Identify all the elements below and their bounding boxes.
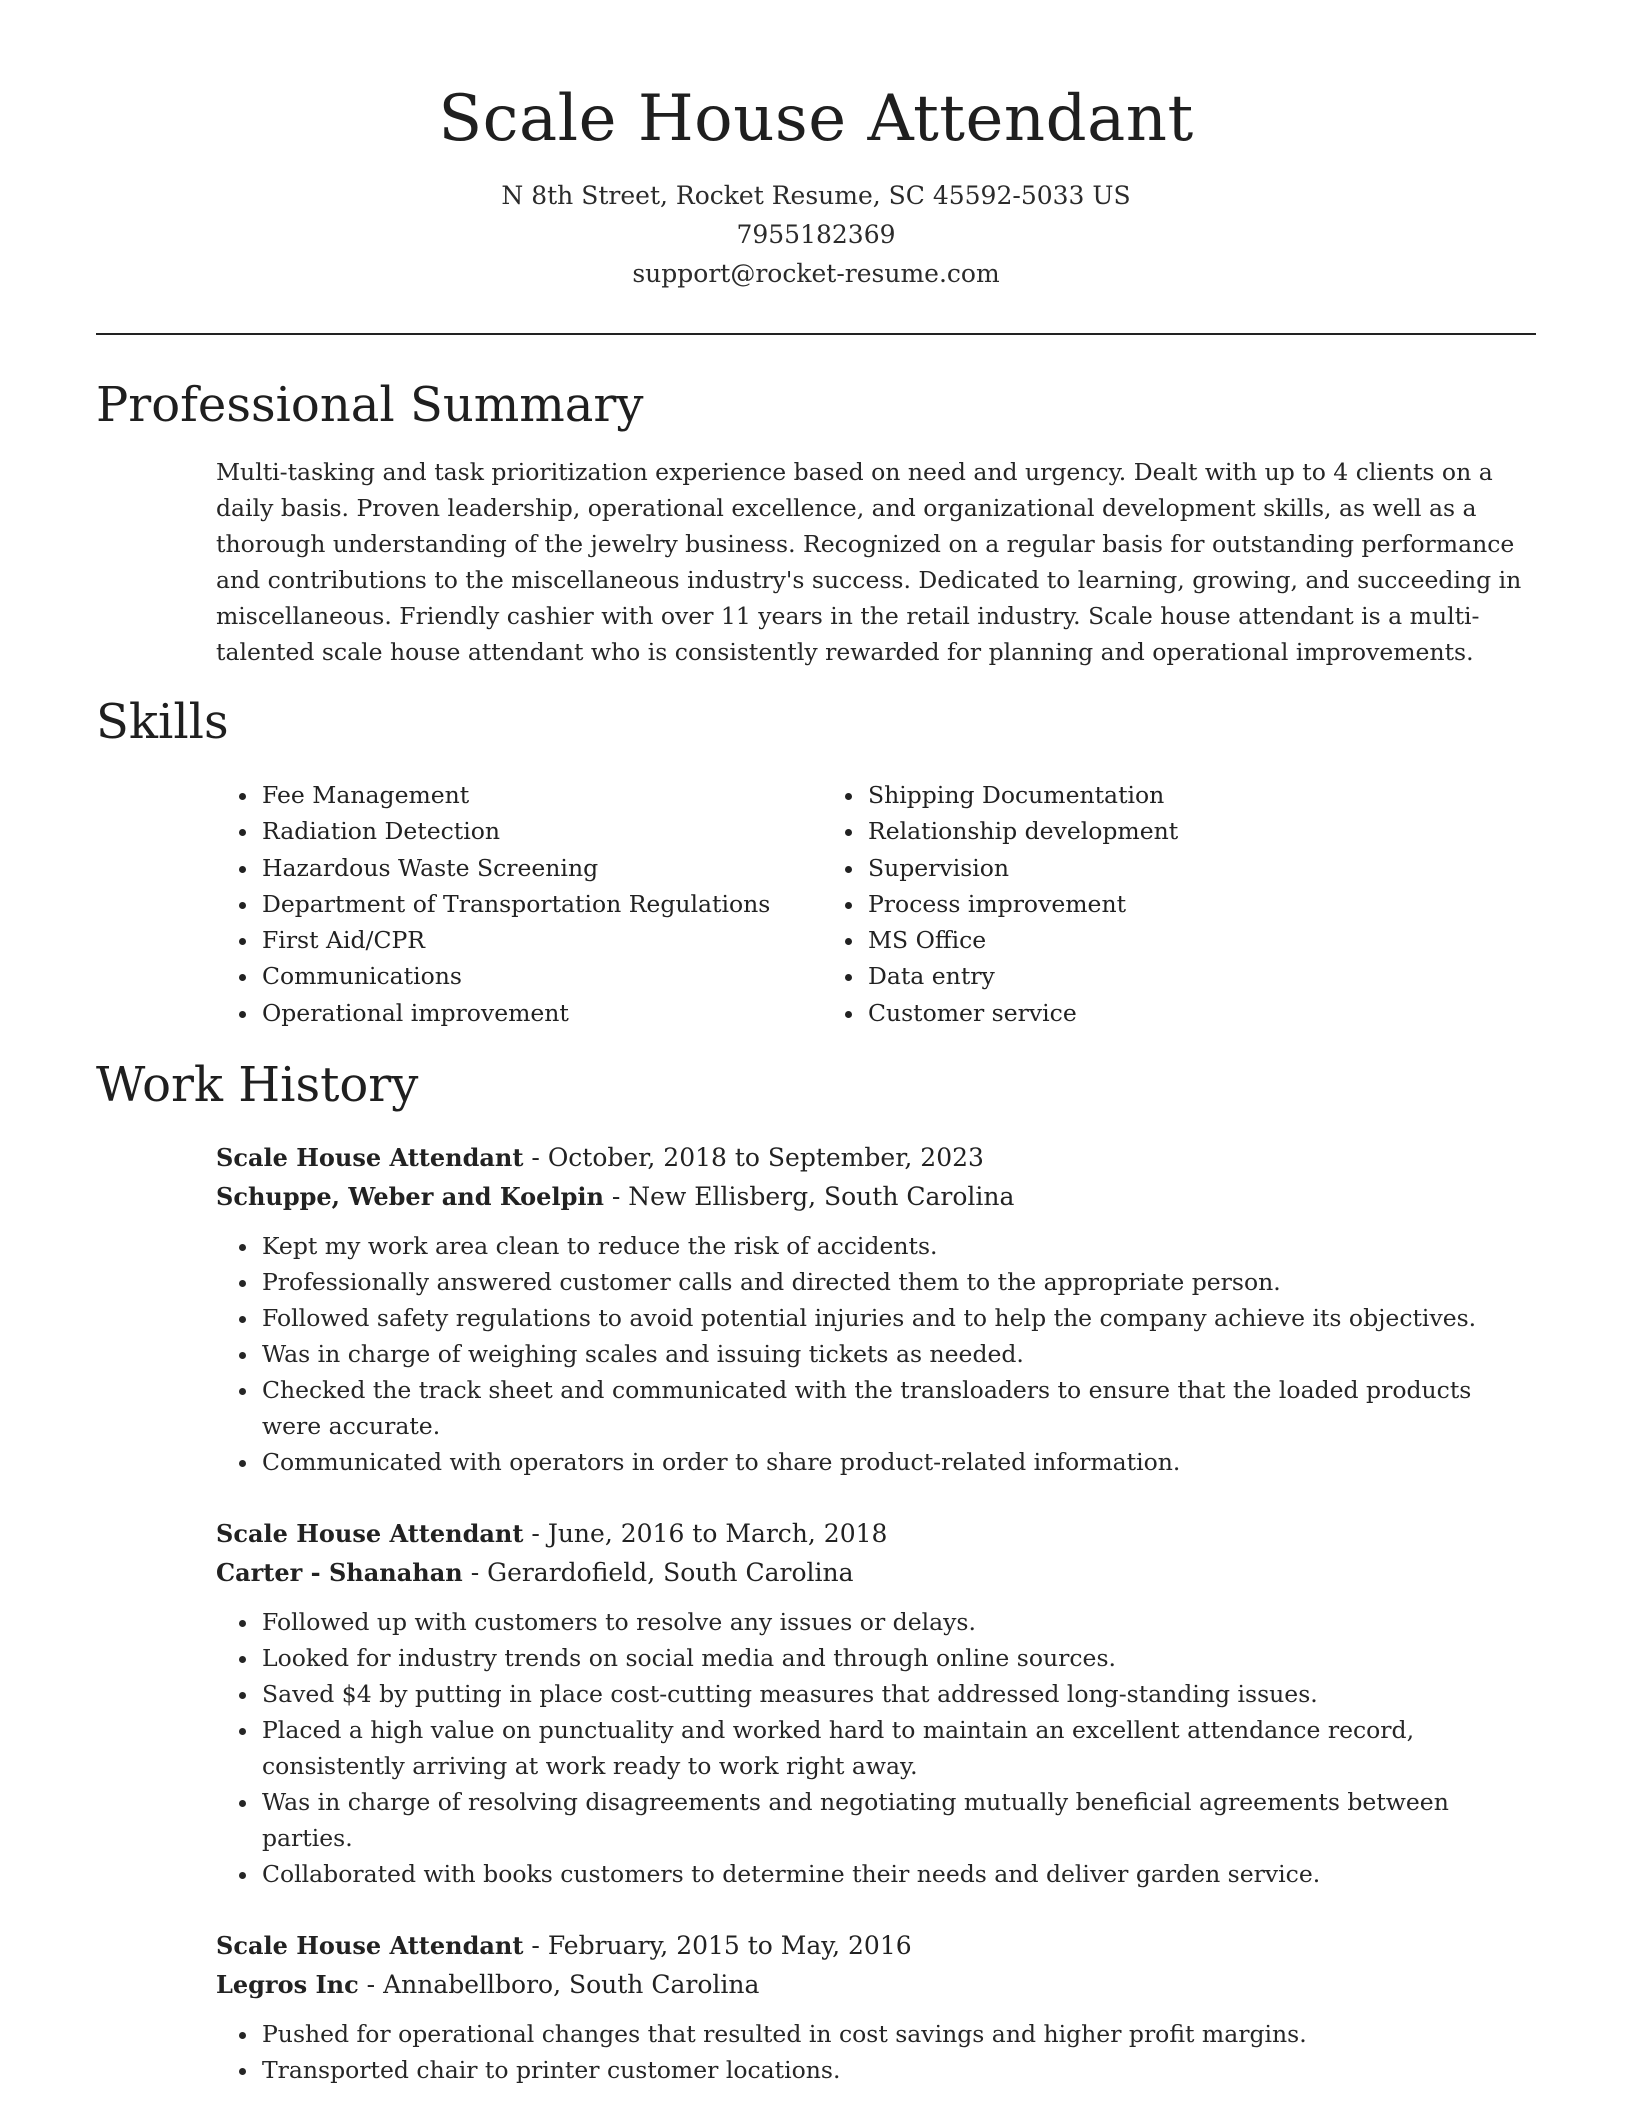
skill-item: • Relationship development [866, 813, 1428, 849]
skills-section [96, 696, 1536, 1031]
contact-block [96, 176, 1536, 293]
job-bullet: • Followed safety regulations to avoid potential injuries and to help the company achieve its objectives. [260, 1300, 1536, 1336]
job-bullet: • Placed a high value on punctuality and worked hard to maintain an excellent attendance record, consistently arriving at work ready to work right away. [260, 1712, 1536, 1784]
resume-header [96, 0, 1536, 293]
job-title: Scale House Attendant [216, 1518, 524, 1548]
job-entry [216, 1138, 1536, 1480]
header-divider [96, 333, 1536, 335]
job-company-line: Schuppe, Weber and Koelpin - New Ellisberg, South Carolina [216, 1181, 1015, 1211]
skill-item: • First Aid/CPR [260, 922, 822, 958]
skill-item: • Shipping Documentation [866, 777, 1428, 813]
contact-phone: 7955182369 [736, 220, 896, 250]
job-dates: February, 2015 to May, 2016 [547, 1930, 912, 1960]
job-location: Gerardofield, South Carolina [487, 1557, 854, 1587]
job-bullet: • Collaborated with books customers to determine their needs and deliver garden service. [260, 1856, 1536, 1892]
job-bullets [216, 1604, 1536, 1892]
job-location: Annabellboro, South Carolina [383, 1969, 760, 1999]
skills-list-right [822, 777, 1428, 1031]
skills-heading: Skills [96, 694, 229, 751]
job-entry [216, 1926, 1536, 2088]
job-title-line: Scale House Attendant - February, 2015 to May, 2016 [216, 1930, 912, 1960]
job-entry [216, 1514, 1536, 1892]
skill-item: • Department of Transportation Regulations [260, 886, 822, 922]
skill-item: • Operational improvement [260, 995, 822, 1031]
job-bullet: • Looked for industry trends on social media and through online sources. [260, 1640, 1536, 1676]
skill-item: • Radiation Detection [260, 813, 822, 849]
job-bullet: • Kept my work area clean to reduce the risk of accidents. [260, 1228, 1536, 1264]
skill-item: • MS Office [866, 922, 1428, 958]
job-location: New Ellisberg, South Carolina [628, 1181, 1015, 1211]
job-company-line: Legros Inc - Annabellboro, South Carolina [216, 1969, 760, 1999]
contact-address: N 8th Street, Rocket Resume, SC 45592-5033 US [501, 181, 1131, 211]
job-bullet: • Saved $4 by putting in place cost-cutting measures that addressed long-standing issues. [260, 1676, 1536, 1712]
job-bullet: • Checked the track sheet and communicated with the transloaders to ensure that the loaded products were accurate. [260, 1372, 1536, 1444]
job-bullet: • Was in charge of resolving disagreements and negotiating mutually beneficial agreements between parties. [260, 1784, 1536, 1856]
job-bullet: • Followed up with customers to resolve any issues or delays. [260, 1604, 1536, 1640]
job-title: Scale House Attendant [216, 1142, 524, 1172]
summary-heading: Professional Summary [96, 377, 644, 434]
job-title-line: Scale House Attendant - June, 2016 to March, 2018 [216, 1518, 888, 1548]
job-title: Scale House Attendant [216, 1930, 524, 1960]
skill-item: • Fee Management [260, 777, 822, 813]
summary-text: Multi-tasking and task prioritization experience based on need and urgency. Dealt with up to 4 clients on a daily basis. Proven leadership, operational excellence, and organizational development skills, as well as a thorough understanding of the jewelry business. Recognized on a regular basis for outstanding performance and contributions to the miscellaneous industry's success. Dedicated to learning, growing, and succeeding in miscellaneous. Friendly cashier with over 11 years in the retail industry. Scale house attendant is a multi-talented scale house attendant who is consistently rewarded for planning and operational improvements. [216, 458, 1522, 667]
job-company: Schuppe, Weber and Koelpin [216, 1181, 604, 1211]
skill-item: • Customer service [866, 995, 1428, 1031]
job-bullet: • Was in charge of weighing scales and issuing tickets as needed. [260, 1336, 1536, 1372]
job-company: Legros Inc [216, 1969, 359, 1999]
contact-email: support@rocket-resume.com [632, 259, 1000, 289]
job-company-line: Carter - Shanahan - Gerardofield, South Carolina [216, 1557, 854, 1587]
skill-item: • Process improvement [866, 886, 1428, 922]
summary-section [96, 379, 1536, 670]
resume-name: Scale House Attendant [438, 82, 1194, 156]
job-bullet: • Transported chair to printer customer locations. [260, 2052, 1536, 2088]
work-history-heading: Work History [96, 1057, 419, 1114]
job-bullets [216, 1228, 1536, 1480]
work-history-section [96, 1059, 1536, 2088]
skill-item: • Data entry [866, 958, 1428, 994]
skill-item: • Hazardous Waste Screening [260, 850, 822, 886]
job-dates: October, 2018 to September, 2023 [547, 1142, 984, 1172]
skills-list-left [216, 777, 822, 1031]
job-title-line: Scale House Attendant - October, 2018 to September, 2023 [216, 1142, 984, 1172]
job-bullet: • Pushed for operational changes that resulted in cost savings and higher profit margins. [260, 2016, 1536, 2052]
skills-columns [216, 777, 1536, 1031]
skill-item: • Supervision [866, 850, 1428, 886]
job-bullets [216, 2016, 1536, 2088]
job-bullet: • Communicated with operators in order to share product-related information. [260, 1444, 1536, 1480]
skill-item: • Communications [260, 958, 822, 994]
job-company: Carter - Shanahan [216, 1557, 463, 1587]
job-bullet: • Professionally answered customer calls and directed them to the appropriate person. [260, 1264, 1536, 1300]
job-dates: June, 2016 to March, 2018 [547, 1518, 888, 1548]
